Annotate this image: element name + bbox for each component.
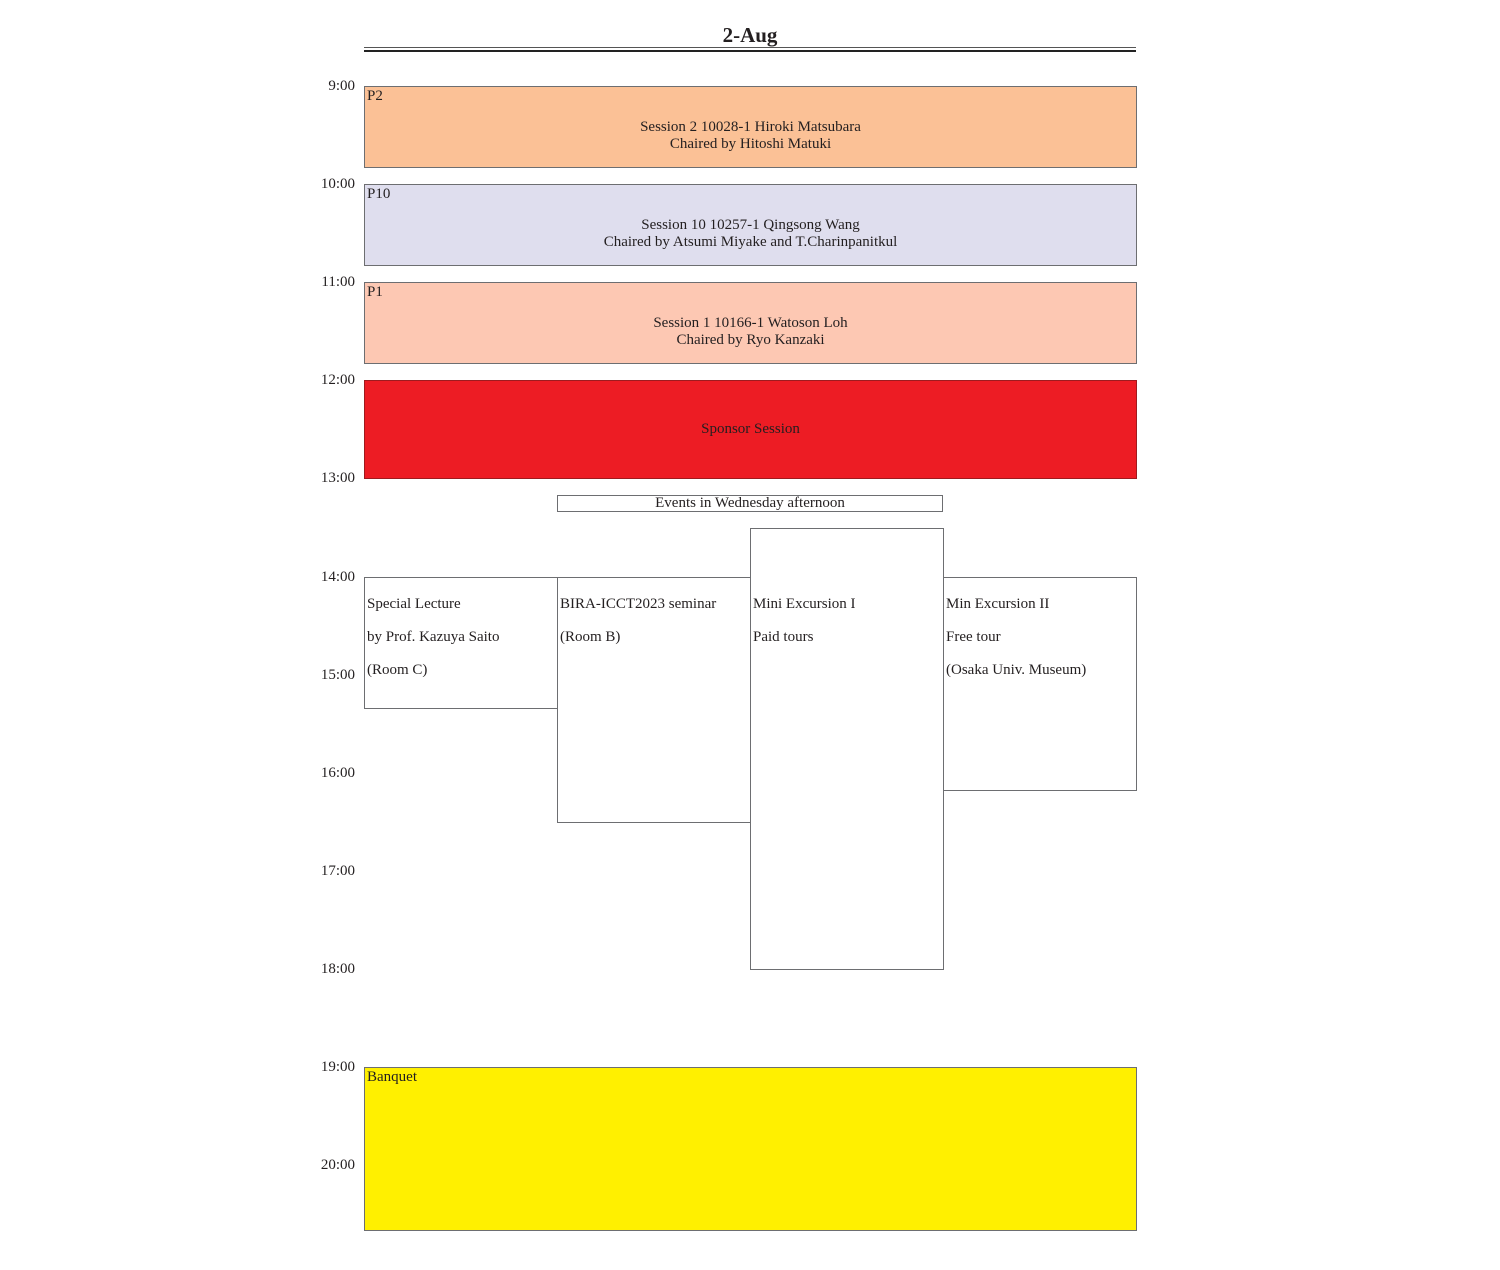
event-mini-excursion-2[interactable]: [943, 577, 1137, 791]
sponsor-session-block[interactable]: [364, 380, 1137, 479]
session-code: P2: [367, 88, 383, 104]
session-code: P1: [367, 284, 383, 300]
page-title: 2-Aug: [722, 23, 778, 47]
afternoon-events-heading: Events in Wednesday afternoon: [557, 495, 943, 512]
time-label-11: 11:00: [321, 274, 355, 290]
time-label-16: 16:00: [320, 765, 355, 781]
time-label-14: 14:00: [320, 569, 355, 585]
time-label-19: 19:00: [320, 1059, 355, 1075]
event-detail: Paid tours: [753, 628, 814, 645]
event-special-lecture[interactable]: [364, 577, 558, 709]
session-title: Session 2 10028-1 Hiroki Matsubara: [640, 119, 861, 135]
event-title: BIRA-ICCT2023 seminar: [560, 595, 717, 612]
session-block-p1[interactable]: [364, 282, 1137, 364]
time-label-18: 18:00: [320, 961, 355, 977]
event-title: Min Excursion II: [946, 595, 1050, 612]
event-detail: Free tour: [946, 628, 1001, 645]
session-chair: Chaired by Ryo Kanzaki: [676, 331, 825, 348]
session-chair: Chaired by Hitoshi Matuki: [669, 135, 832, 152]
event-room: (Room B): [560, 628, 621, 645]
session-block-p10[interactable]: [364, 184, 1137, 266]
banquet-block[interactable]: [364, 1067, 1137, 1231]
time-label-13: 13:00: [320, 470, 355, 486]
event-title: Special Lecture: [367, 595, 461, 612]
sponsor-session-label: Sponsor Session: [701, 421, 800, 437]
session-chair: Chaired by Atsumi Miyake and T.Charinpanitkul: [603, 233, 898, 250]
event-bira-seminar[interactable]: [557, 577, 751, 823]
session-title: Session 1 10166-1 Watoson Loh: [653, 315, 848, 331]
time-label-10: 10:00: [320, 176, 355, 192]
time-label-9: 9:00: [328, 78, 355, 94]
time-label-20: 20:00: [320, 1157, 355, 1173]
event-room: (Room C): [367, 661, 428, 678]
time-label-17: 17:00: [320, 863, 355, 879]
session-code: P10: [367, 186, 391, 202]
time-label-12: 12:00: [320, 372, 355, 388]
session-block-p2[interactable]: [364, 86, 1137, 168]
event-location: (Osaka Univ. Museum): [946, 661, 1087, 678]
time-label-15: 15:00: [320, 667, 355, 683]
session-title: Session 10 10257-1 Qingsong Wang: [641, 217, 860, 233]
title-double-rule: [364, 47, 1136, 52]
event-title: Mini Excursion I: [753, 595, 856, 612]
event-mini-excursion-1[interactable]: [750, 528, 944, 970]
banquet-label: Banquet: [367, 1069, 417, 1085]
event-detail: by Prof. Kazuya Saito: [367, 628, 500, 645]
